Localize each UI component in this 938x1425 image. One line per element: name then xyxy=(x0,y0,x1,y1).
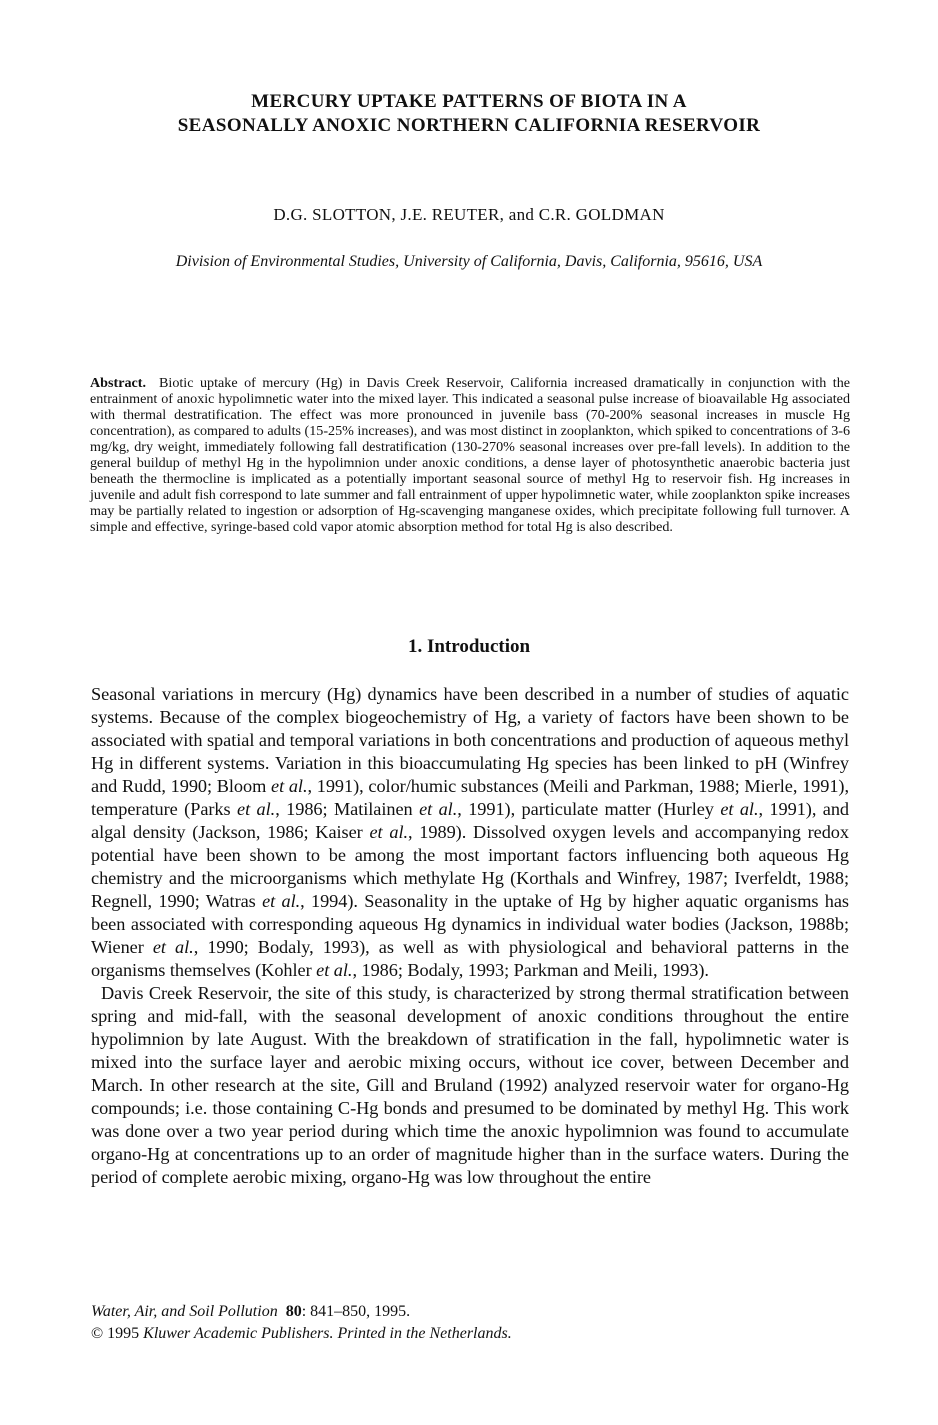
text-run: , 1991), color/humic substances (Meili and Parkman, 1988; Mierle, 1991), temperature (Parks xyxy=(91,776,849,819)
text-run: , 1994). Seasonality in the uptake of Hg by higher aquatic organisms has been associated with corresponding aqueous Hg dynamics in individual water bodies (Jackson, 1988b; Wiener xyxy=(91,891,849,957)
introduction-paragraph-1 xyxy=(91,683,849,982)
paper-title xyxy=(60,90,878,138)
et-al-citation: et al. xyxy=(271,776,308,796)
journal-citation xyxy=(91,1301,849,1323)
text-run: , 1991), and algal density (Jackson, 1986; Kaiser xyxy=(91,799,850,842)
text-run: , 1990; Bodaly, 1993), as well as with physiological and behavioral patterns in the organisms themselves (Kohler xyxy=(91,937,849,980)
et-al-citation: et al. xyxy=(152,937,194,957)
introduction-paragraph-2: Davis Creek Reservoir, the site of this study, is characterized by strong thermal stratification between spring and mid-fall, with the seasonal development of anoxic conditions throughout the entire hypolimnion by late August. With the breakdown of stratification in the fall, hypolimnetic water is mixed into the surface layer and aerobic mixing occurs, without ice cover, between December and March. In other research at the site, Gill and Bruland (1992) analyzed reservoir water for organo-Hg compounds; i.e. those containing C-Hg bonds and presumed to be dominated by methyl Hg. This work was done over a two year period during which time the anoxic hypolimnion was found to accumulate organo-Hg at concentrations up to an order of magnitude higher than in the surface waters. During the period of complete aerobic mixing, organo-Hg was low throughout the entire xyxy=(91,983,849,1187)
text-run: , 1991), particulate matter (Hurley xyxy=(457,799,721,819)
et-al-citation: et al. xyxy=(720,799,759,819)
author-list: D.G. SLOTTON, J.E. REUTER, and C.R. GOLDMAN xyxy=(273,205,665,224)
copyright-line xyxy=(91,1323,849,1345)
author-affiliation: Division of Environmental Studies, University of California, Davis, California, 95616, USA xyxy=(175,253,763,270)
abstract xyxy=(90,376,850,536)
journal-volume: 80 xyxy=(285,1303,302,1320)
et-al-citation: et al. xyxy=(419,799,458,819)
section-heading-introduction: 1. Introduction xyxy=(407,636,531,657)
et-al-citation: et al. xyxy=(237,799,276,819)
text-run: , 1986; Bodaly, 1993; Parkman and Meili, 1993). xyxy=(352,960,709,980)
et-al-citation: et al. xyxy=(262,891,301,911)
text-run: , 1986; Matilainen xyxy=(275,799,420,819)
abstract-label: Abstract. xyxy=(90,375,146,391)
text-run: Seasonal variations in mercury (Hg) dynamics have been described in a number of studies of aquatic systems. Because of the complex biogeochemistry of Hg, a variety of factors have been shown to be associated with spatial and temporal variations in both concentrations and production of aqueous methyl Hg in different systems. Variation in this bioaccumulating Hg species has been linked to pH (Winfrey and Rudd, 1990; Bloom xyxy=(91,684,849,796)
copyright-year: © 1995 xyxy=(91,1325,140,1342)
journal-footer xyxy=(91,1301,849,1345)
paper-title-line-2: SEASONALLY ANOXIC NORTHERN CALIFORNIA RESERVOIR xyxy=(177,115,761,136)
journal-pages: : 841–850, 1995. xyxy=(301,1303,411,1320)
et-al-citation: et al. xyxy=(316,960,353,980)
paper-title-line-1: MERCURY UPTAKE PATTERNS OF BIOTA IN A xyxy=(251,91,687,112)
text-run: , 1989). Dissolved oxygen levels and accompanying redox potential have been shown to be among the most important factors influencing both aqueous Hg chemistry and the microorganisms which methylate Hg (Korthals and Winfrey, 1987; Iverfeldt, 1988; Regnell, 1990; Watras xyxy=(91,822,849,911)
publisher-name: Kluwer Academic Publishers. Printed in the Netherlands. xyxy=(143,1325,512,1342)
abstract-text: Biotic uptake of mercury (Hg) in Davis Creek Reservoir, California increased dramatically in conjunction with the entrainment of anoxic hypolimnetic water into the mixed layer. This indicated a seasonal pulse increase of bioavailable Hg associated with thermal destratification. The effect was more pronounced in juvenile bass (70-200% seasonal increases in muscle Hg concentration), as compared to adults (15-25% increases), and was most distinct in zooplankton, which spiked to concentrations of 3-6 mg/kg, dry weight, immediately following fall destratification (130-270% seasonal increases over pre-fall levels). In addition to the general buildup of methyl Hg in the hypolimnion under anoxic conditions, a dense layer of photosynthetic anaerobic bacteria just beneath the thermocline is implicated as a potentially important seasonal source of methyl Hg to reservoir fish. Hg increases in juvenile and adult fish correspond to late summer and fall entrainment of upper hypolimnetic water, while zooplankton spike increases may be partially related to ingestion or adsorption of Hg-scavenging manganese oxides, which precipitate following full turnover. A simple and effective, syringe-based cold vapor atomic absorption method for total Hg is also described. xyxy=(90,375,850,535)
et-al-citation: et al. xyxy=(369,822,408,842)
introduction-body xyxy=(91,683,849,1189)
journal-name: Water, Air, and Soil Pollution xyxy=(91,1303,278,1320)
